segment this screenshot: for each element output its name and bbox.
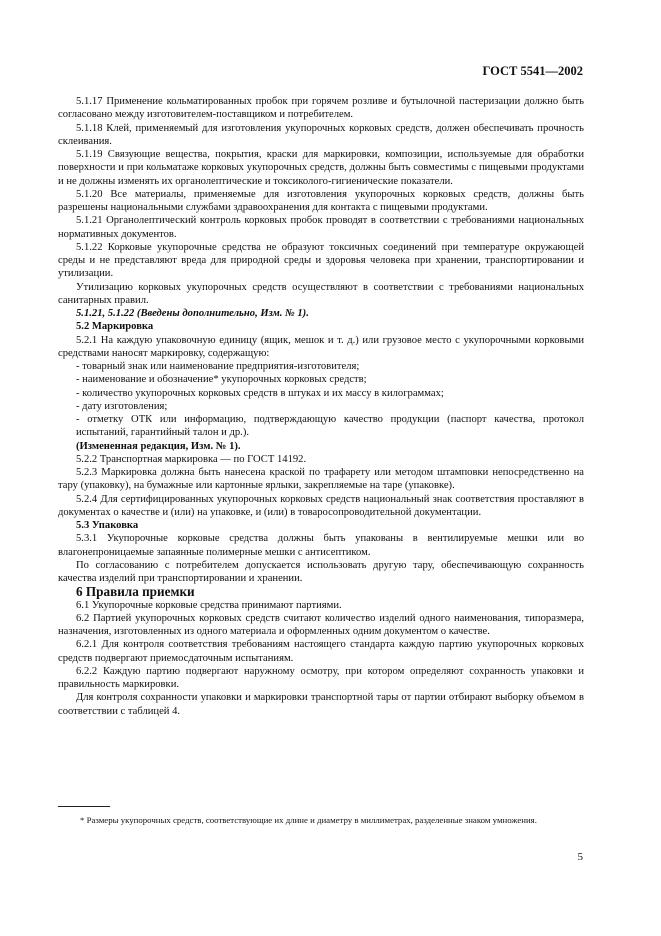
section-6-title: 6 Правила приемки	[76, 584, 195, 600]
amendment-note: (Измененная редакция, Изм. № 1).	[76, 440, 241, 452]
utilization-paragraph: Утилизацию корковых укупорочных средств осуществляют в соответствии с требованиями национальных санитарных правил.	[58, 281, 584, 306]
clause-5-1-21: 5.1.21 Органолептический контроль корковых пробок проводят в соответствии с требованиями национальных нормативных документов.	[58, 215, 584, 240]
sampling-paragraph: Для контроля сохранности упаковки и маркировки транспортной тары от партии отбирают выборку объемом в соответствии с таблицей 4.	[58, 692, 584, 717]
heading-5-3: 5.3 Упаковка	[76, 520, 139, 531]
clause-5-2-3: 5.2.3 Маркировка должна быть нанесена краской по трафарету или методом штамповки непосредственно на тару (упаковку), на бумажные или картонные ярлыки, закрепляемые на таре (упаковке).	[58, 467, 584, 492]
list-item: - отметку ОТК или информацию, подтверждающую качество продукции (паспорт качества, протокол испытаний, гарантийный талон и др.).	[76, 414, 584, 439]
clause-5-2-4: 5.2.4 Для сертифицированных укупорочных корковых средств национальный знак соответствия проставляют в документах о качестве и (или) на упаковке, и (или) в товаросопроводительной документации.	[58, 493, 584, 518]
clause-5-3-1: 5.3.1 Укупорочные корковые средства должны быть упакованы в вентилируемые мешки или во влагонепроницаемые запаянные полимерные мешки с антисептиком.	[58, 533, 584, 558]
amendment-note: 5.1.21, 5.1.22 (Введены дополнительно, Изм. № 1).	[76, 308, 309, 319]
clause-5-1-18: 5.1.18 Клей, применяемый для изготовления укупорочных корковых средств, должен обеспечивать прочность склеивания.	[58, 122, 584, 147]
list-item: - товарный знак или наименование предприятия-изготовителя;	[76, 361, 360, 372]
page-number: 5	[577, 851, 583, 863]
clause-5-1-22: 5.1.22 Корковые укупорочные средства не образуют токсичных соединений при температуре окружающей среды и не представляют вреда для природной среды и здоровья человека при хранении, транспортировании и утилизации.	[58, 241, 584, 280]
clause-5-1-20: 5.1.20 Все материалы, применяемые для изготовления укупорочных корковых средств, должны быть разрешены национальными службами здравоохранения для контакта с пищевыми продуктами.	[58, 188, 584, 213]
clause-5-2-2: 5.2.2 Транспортная маркировка — по ГОСТ 14192.	[76, 453, 307, 465]
clause-6-2-1: 6.2.1 Для контроля соответствия требованиям настоящего стандарта каждую партию укупорочных корковых средств подвергают приемосдаточным испытаниям.	[58, 639, 584, 664]
clause-5-1-19: 5.1.19 Связующие вещества, покрытия, краски для маркировки, композиции, используемые для обработки поверхности и при кольматаже корковых укупорочных средств, должны быть совместимы с пищевыми продуктами и не должны изменять их органолептические и токсиколого-гигиенические показатели.	[58, 149, 584, 187]
clause-5-1-17: 5.1.17 Применение кольматированных пробок при горячем розливе и бутылочной пастеризации должно быть согласовано между изготовителем-поставщиком и потребителем.	[58, 96, 584, 121]
clause-6-2: 6.2 Партией укупорочных корковых средств считают количество изделий одного наименования, типоразмера, назначения, изготовленных из одного материала и оформленных одним документом о качестве.	[58, 612, 584, 637]
packaging-paragraph: По согласованию с потребителем допускается использовать другую тару, обеспечивающую сохранность качества изделий при транспортировании и хранении.	[58, 559, 584, 584]
body-text	[58, 95, 584, 718]
footnote: * Размеры укупорочных средств, соответствующие их длине и диаметру в миллиметрах, разделенные знаком умножения.	[80, 815, 537, 825]
list-item: - дату изготовления;	[76, 400, 168, 412]
list-item: - наименование и обозначение* укупорочных корковых средств;	[76, 374, 367, 386]
list-item: - количество укупорочных корковых средств в штуках и их массу в килограммах;	[76, 387, 444, 399]
standard-header: ГОСТ 5541—2002	[482, 64, 583, 78]
clause-5-2-1: 5.2.1 На каждую упаковочную единицу (ящик, мешок и т. д.) или грузовое место с укупорочными корковыми средствами наносят маркировку, содержащую:	[58, 334, 584, 359]
heading-5-2: 5.2 Маркировка	[76, 321, 154, 333]
footnote-divider	[58, 806, 110, 807]
clause-6-1: 6.1 Укупорочные корковые средства принимают партиями.	[76, 599, 342, 611]
clause-6-2-2: 6.2.2 Каждую партию подвергают наружному осмотру, при котором определяют сохранность упаковки и правильность маркировки.	[58, 665, 584, 690]
